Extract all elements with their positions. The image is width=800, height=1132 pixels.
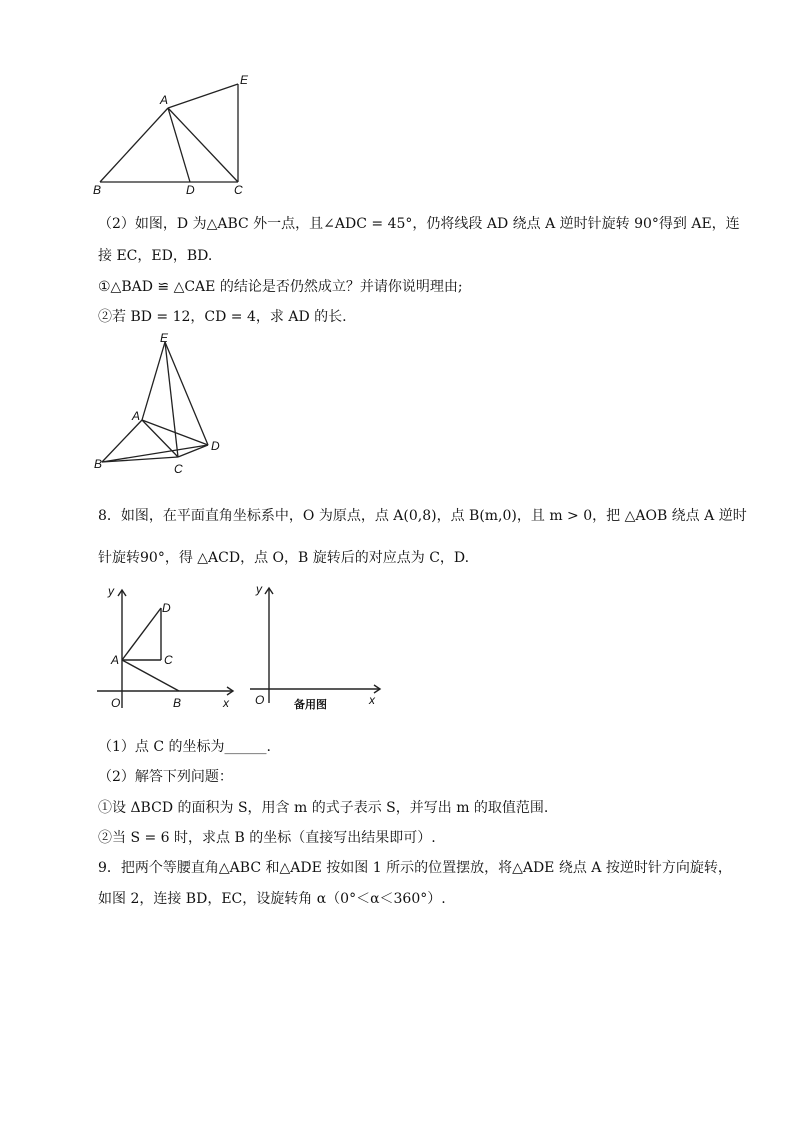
label-x: x [369,693,375,707]
q8-part1: （1）点 C 的坐标为______. [98,739,271,755]
label-y: y [108,584,114,598]
spare-coordinate-figure [245,578,385,713]
label-D: D [186,183,195,197]
label-B: B [94,457,103,471]
spare-figure-caption: 备用图 [294,699,327,711]
coordinate-figure [95,578,240,713]
label-x: x [223,696,229,710]
q9-line2: 如图 2，连接 BD，EC，设旋转角 α（0°＜α＜360°）. [98,891,446,907]
label-C: C [164,653,173,667]
label-O: O [111,696,121,710]
label-O: O [255,693,265,707]
q8-part2-sub2: ②当 S = 6 时，求点 B 的坐标（直接写出结果即可）. [98,830,436,846]
label-D: D [162,601,171,615]
label-A: A [111,653,120,667]
q9-line1: 9．把两个等腰直角△ABC 和△ADE 按如图 1 所示的位置摆放，将△ADE 绕点 A 按逆时针方向旋转， [98,860,732,876]
label-C: C [174,462,183,476]
figure-1 [90,70,260,195]
q8-line1: 8．如图，在平面直角坐标系中，O 为原点，点 A(0,8)，点 B(m,0)，且 m > 0，把 △AOB 绕点 A 逆时 [98,508,747,524]
q7-part2-sub2: ②若 BD = 12，CD = 4，求 AD 的长. [98,309,347,325]
label-B: B [93,183,102,197]
figure-2 [90,330,230,475]
label-y: y [256,582,262,596]
label-E: E [160,331,169,345]
label-A: A [132,409,141,423]
q7-part2-line1: （2）如图，D 为△ABC 外一点，且∠ADC = 45°，仍将线段 AD 绕点 A 逆时针旋转 90°得到 AE，连 [98,216,740,232]
q8-line2: 针旋转90°，得 △ACD，点 O，B 旋转后的对应点为 C，D. [98,550,470,566]
q8-part2-sub1: ①设 ΔBCD 的面积为 S，用含 m 的式子表示 S，并写出 m 的取值范围. [98,800,549,816]
q7-part2-line2: 接 EC，ED，BD. [98,248,213,264]
label-B: B [173,696,182,710]
label-E: E [240,73,249,87]
label-D: D [211,439,220,453]
label-C: C [234,183,243,197]
q7-part2-sub1: ①△BAD ≌ △CAE 的结论是否仍然成立？并请你说明理由; [98,279,463,295]
q8-part2: （2）解答下列问题： [98,769,233,785]
label-A: A [160,93,169,107]
